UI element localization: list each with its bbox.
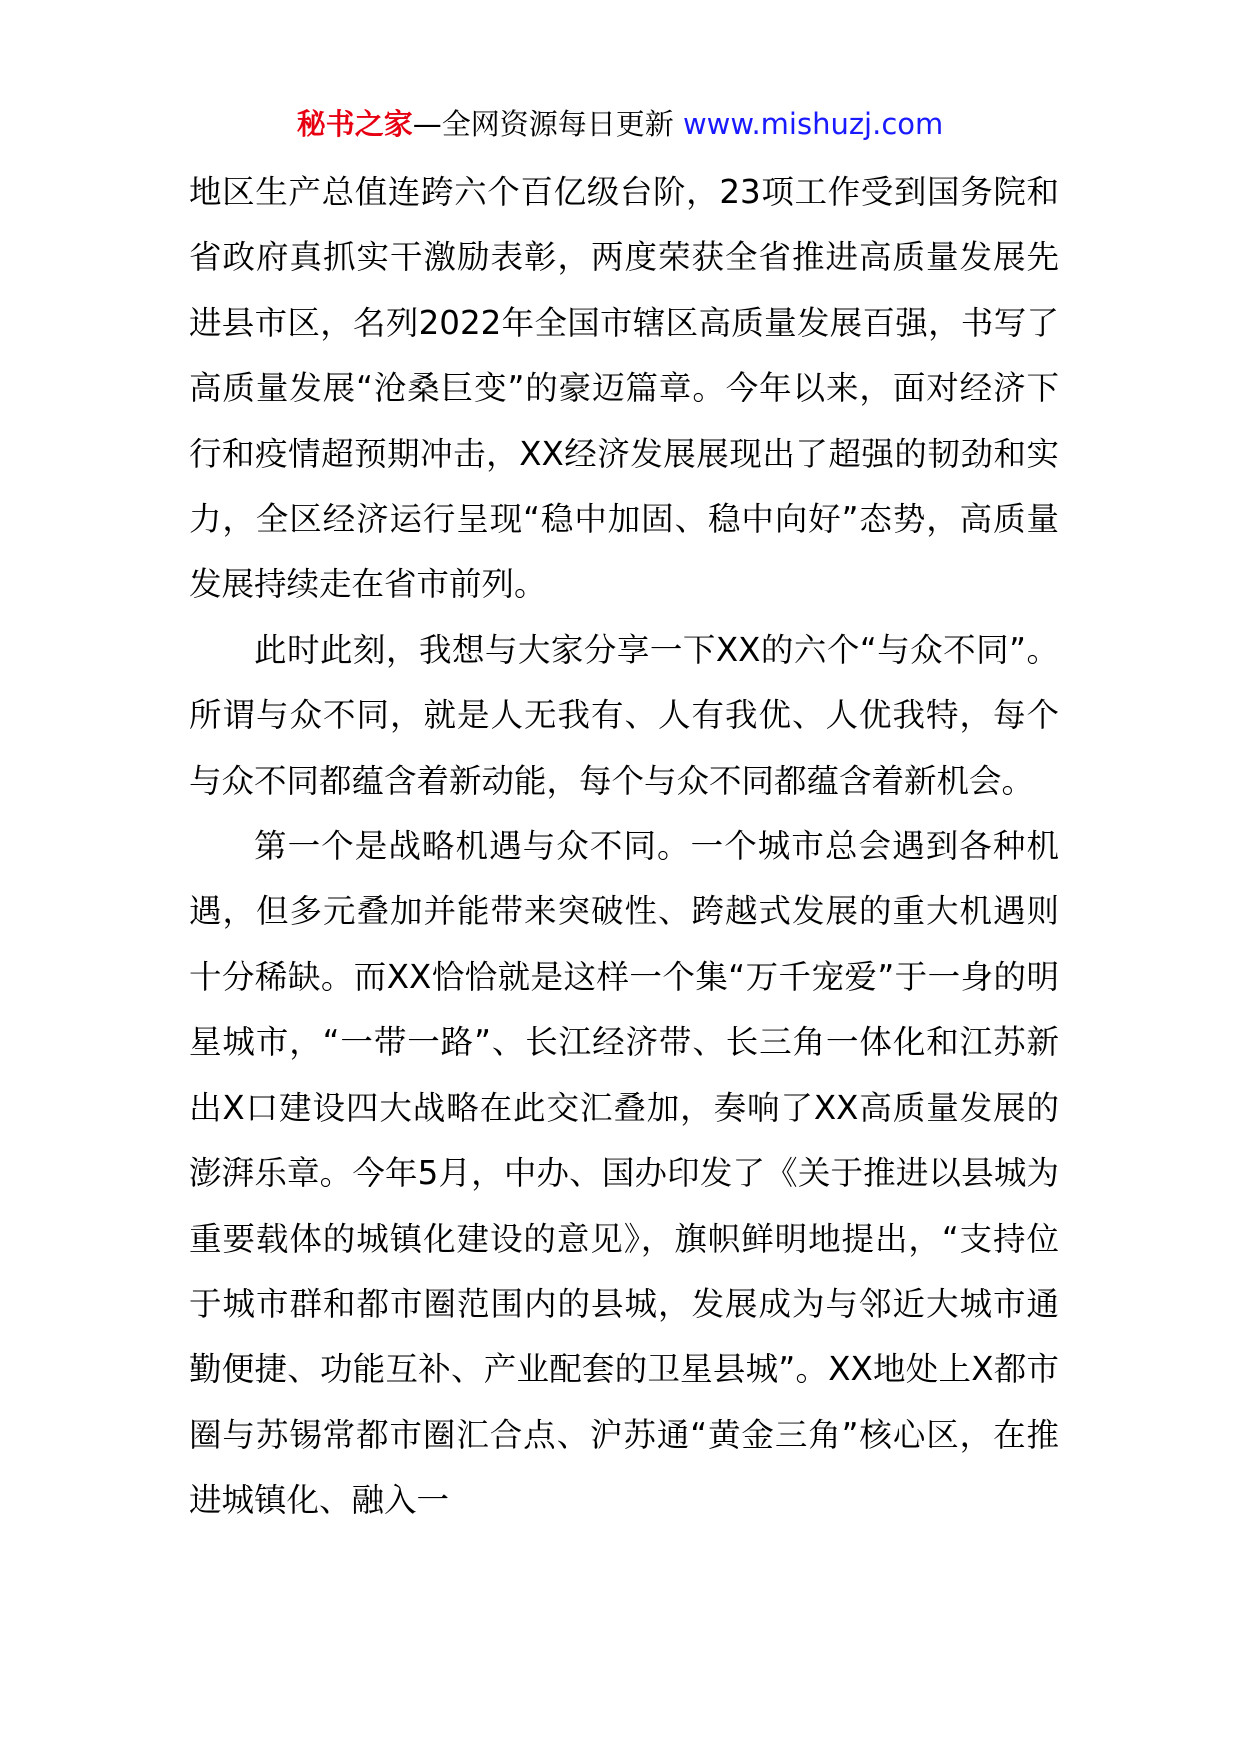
paragraph-2: 此时此刻，我想与大家分享一下XX的六个“与众不同”。所谓与众不同，就是人无我有、人有我优、人优我特，每个与众不同都蕴含着新动能，每个与众不同都蕴含着新机会。 [189,630,1059,800]
page-header [0,100,1240,148]
website-link[interactable]: www.mishuzj.com [682,107,944,141]
document-body [189,160,1059,1534]
paragraph-3: 第一个是战略机遇与众不同。一个城市总会遇到各种机遇，但多元叠加并能带来突破性、跨越式发展的重大机遇则十分稀缺。而XX恰恰就是这样一个集“万千宠爱”于一身的明星城市，“一带一路”、长江经济带、长三角一体化和江苏新出X口建设四大战略在此交汇叠加，奏响了XX高质量发展的澎湃乐章。今年5月，中办、国办印发了《关于推进以县城为重要载体的城镇化建设的意见》，旗帜鲜明地提出，“支持位于城市群和都市圈范围内的县城，发展成为与邻近大城市通勤便捷、功能互补、产业配套的卫星县城”。XX地处上X都市圈与苏锡常都市圈汇合点、沪苏通“黄金三角”核心区，在推进城镇化、融入一 [189,827,1059,1520]
paragraph-1: 地区生产总值连跨六个百亿级台阶，23项工作受到国务院和省政府真抓实干激励表彰，两度荣获全省推进高质量发展先进县市区，名列2022年全国市辖区高质量发展百强，书写了高质量发展“沧桑巨变”的豪迈篇章。今年以来，面对经济下行和疫情超预期冲击，XX经济发展展现出了超强的韧劲和实力，全区经济运行呈现“稳中加固、稳中向好”态势，高质量发展持续走在省市前列。 [189,173,1059,604]
header-tagline: —全网资源每日更新 [412,107,674,141]
brand-name: 秘书之家 [296,107,413,141]
